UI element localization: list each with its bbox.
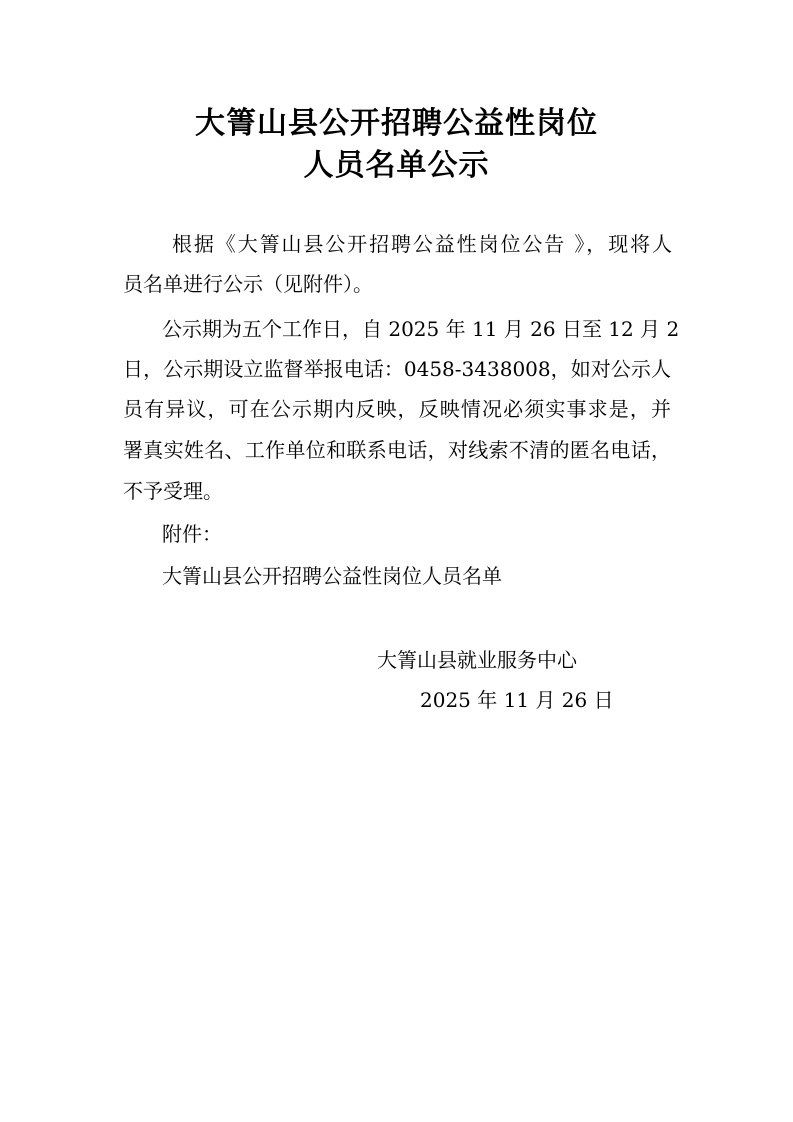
paragraph-2-line-1: 公示期为五个工作日，自 2025 年 11 月 26 日至 12 月 2 xyxy=(162,317,680,341)
signature-date: 2025 年 11 月 26 日 xyxy=(420,688,614,712)
paragraph-1-line-2: 员名单进行公示（见附件）。 xyxy=(123,272,373,296)
document-title-line-1: 大箐山县公开招聘公益性岗位 xyxy=(195,106,598,141)
paragraph-2-line-3: 员有异议，可在公示期内反映，反映情况必须实事求是，并 xyxy=(123,397,671,421)
attachment-label: 附件： xyxy=(162,522,222,546)
paragraph-2-line-5: 不予受理。 xyxy=(123,479,223,503)
document-title-line-2: 人员名单公示 xyxy=(303,148,490,183)
paragraph-1-line-1: 根据《大箐山县公开招聘公益性岗位公告 》，现将人 xyxy=(172,232,672,256)
attachment-item: 大箐山县公开招聘公益性岗位人员名单 xyxy=(162,564,502,588)
paragraph-2-line-2: 日，公示期设立监督举报电话：0458-3438008，如对公示人 xyxy=(123,357,671,381)
paragraph-2-line-4: 署真实姓名、工作单位和联系电话，对线索不清的匿名电话， xyxy=(123,438,671,462)
signature-organization: 大箐山县就业服务中心 xyxy=(377,648,577,672)
